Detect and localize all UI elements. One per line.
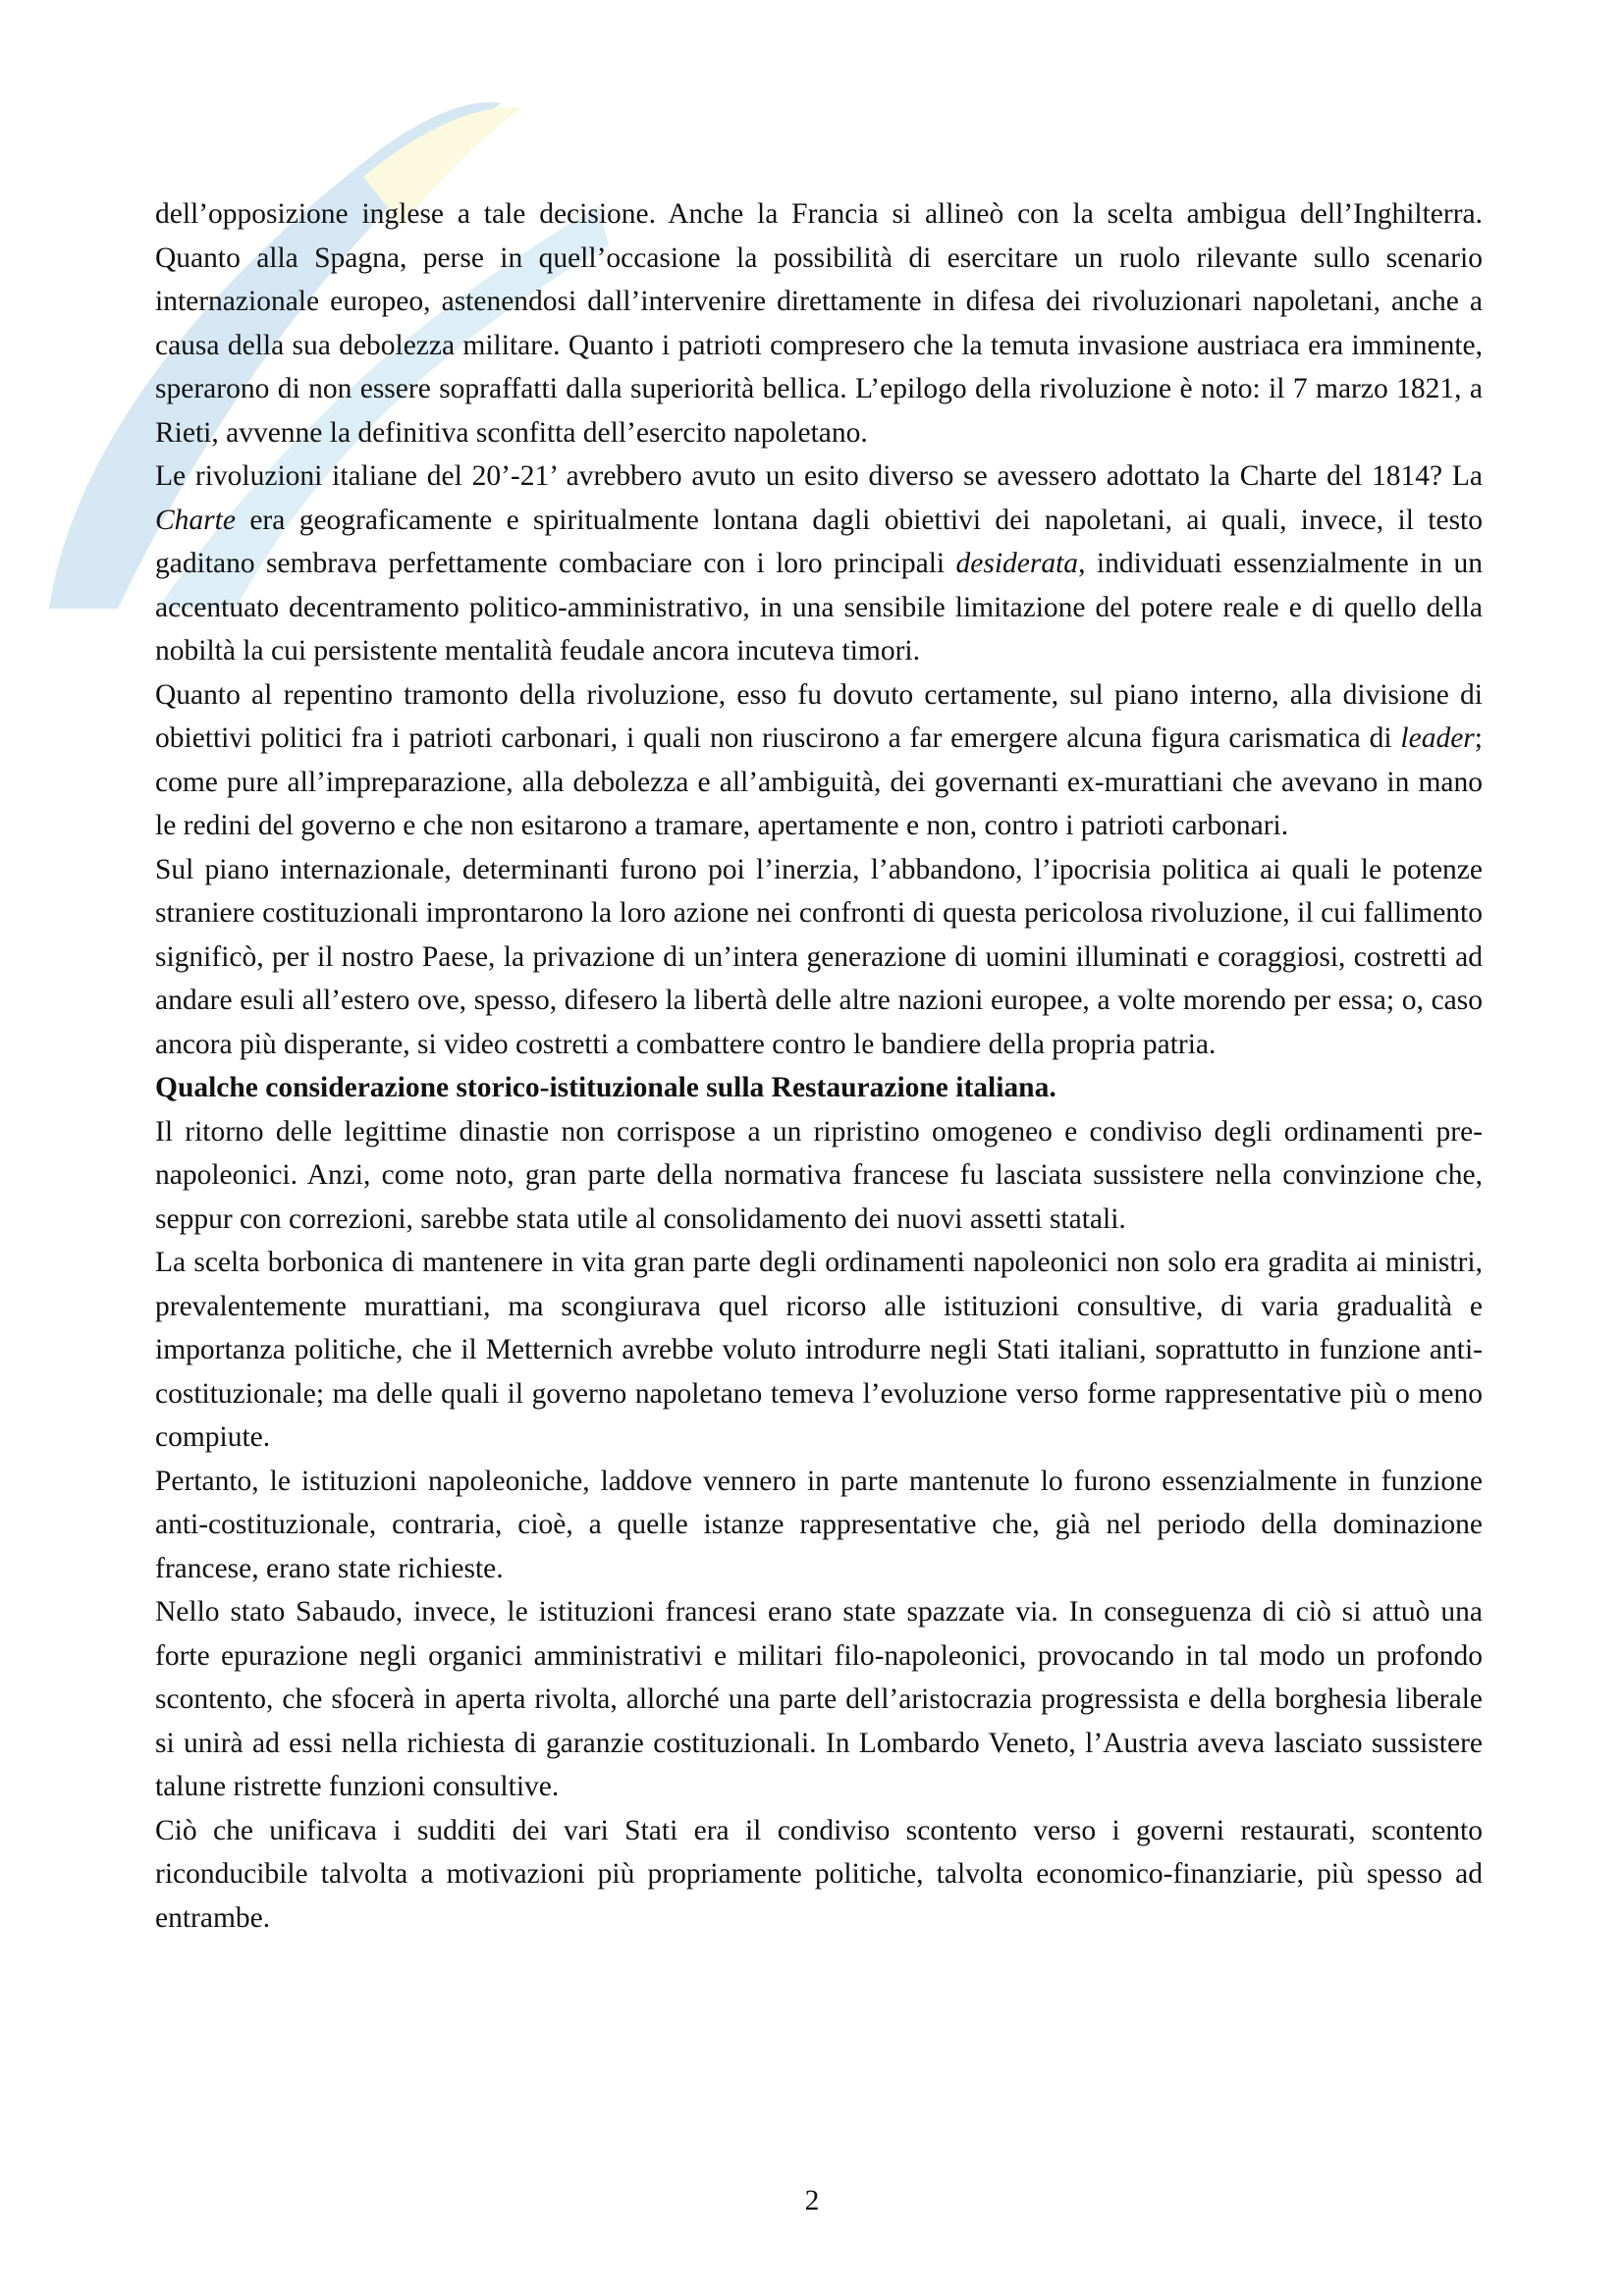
text-run: Il ritorno delle legittime dinastie non corrispose a un ripristino omogeneo e condiviso degli ordinamenti pre-napoleonici. Anzi, come noto, gran parte della normativa francese fu lasciata sussistere nella convinzione che, seppur con correzioni, sarebbe stata utile al consolidamento dei nuovi assetti statali. (155, 1115, 1483, 1235)
text-run: Le rivoluzioni italiane del 20’-21’ avrebbero avuto un esito diverso se avessero adottato la Charte del 1814? La (155, 460, 1483, 492)
text-run: Pertanto, le istituzioni napoleoniche, laddove vennero in parte mantenute lo furono essenzialmente in funzione anti-costituzionale, contraria, cioè, a quelle istanze rappresentative che, già nel periodo della dominazione francese, erano state richieste. (155, 1465, 1483, 1584)
text-run: Quanto al repentino tramonto della rivoluzione, esso fu dovuto certamente, sul piano interno, alla divisione di obiettivi politici fra i patrioti carbonari, i quali non riuscirono a far emergere alcuna figura carismatica di (155, 678, 1483, 754)
italic-text: Charte (155, 504, 236, 536)
italic-text: leader (1400, 722, 1475, 754)
italic-text: desiderata (955, 548, 1079, 579)
section-heading (155, 1066, 1483, 1110)
text-run: Nello stato Sabaudo, invece, le istituzioni francesi erano state spazzate via. In conseguenza di ciò si attuò una forte epurazione negli organici amministrativi e militari filo-napoleonici, provocando in tal modo un profondo scontento, che sfocerà in aperta rivolta, allorché una parte dell’aristocrazia progressista e della borghesia liberale si unirà ad essi nella richiesta di garanzie costituzionali. In Lombardo Veneto, l’Austria aveva lasciato sussistere talune ristrette funzioni consultive. (155, 1596, 1483, 1802)
text-run: era geograficamente e spiritualmente lontana dagli obiettivi dei napoletani, ai quali, invece, il testo gaditano sembrava perfettamente combaciare con i loro principali (155, 504, 1483, 579)
text-run: Ciò che unificava i sudditi dei vari Stati era il condiviso scontento verso i governi restaurati, scontento riconducibile talvolta a motivazioni più propriamente politiche, talvolta economico-finanziarie, più spesso ad entrambe. (155, 1814, 1483, 1934)
text-run: La scelta borbonica di mantenere in vita gran parte degli ordinamenti napoleonici non solo era gradita ai ministri, prevalentemente murattiani, ma scongiurava quel ricorso alle istituzioni consultive, di varia gradualità e importanza politiche, che il Metternich avrebbe voluto introdurre negli Stati italiani, soprattutto in funzione anti-costituzionale; ma delle quali il governo napoletano temeva l’evoluzione verso forme rappresentative più o meno compiute. (155, 1247, 1483, 1453)
page-number: 2 (804, 2185, 820, 2216)
paragraph (155, 1241, 1483, 1460)
paragraph (155, 848, 1483, 1067)
paragraph (155, 673, 1483, 848)
text-run: Sul piano internazionale, determinanti furono poi l’inerzia, l’abbandono, l’ipocrisia politica ai quali le potenze straniere costituzionali improntarono la loro azione nei confronti di questa pericolosa rivoluzione, il cui fallimento significò, per il nostro Paese, la privazione di un’intera generazione di uomini illuminati e coraggiosi, costretti ad andare esuli all’estero ove, spesso, difesero la libertà delle altre nazioni europee, a volte morendo per essa; o, caso ancora più disperante, si video costretti a combattere contro le bandiere della propria patria. (155, 853, 1483, 1060)
page-content (155, 192, 1483, 1940)
text-run: ; come pure all’impreparazione, alla debolezza e all’ambiguità, dei governanti ex-murattiani che avevano in mano le redini del governo e che non esitarono a tramare, apertamente e non, contro i patrioti carbonari. (155, 722, 1483, 841)
text-run: , individuati essenzialmente in un accentuato decentramento politico-amministrativo, in una sensibile limitazione del potere reale e di quello della nobiltà la cui persistente mentalità feudale ancora incuteva timori. (155, 548, 1483, 667)
text-run: dell’opposizione inglese a tale decisione. Anche la Francia si allineò con la scelta ambigua dell’Inghilterra. Quanto alla Spagna, perse in quell’occasione la possibilità di esercitare un ruolo rilevante sullo scenario internazionale europeo, astenendosi dall’intervenire direttamente in difesa dei rivoluzionari napoletani, anche a causa della sua debolezza militare. Quanto i patrioti compresero che la temuta invasione austriaca era imminente, sperarono di non essere sopraffatti dalla superiorità bellica. L’epilogo della rivoluzione è noto: il 7 marzo 1821, a Rieti, avvenne la definitiva sconfitta dell’esercito napoletano. (155, 198, 1483, 449)
paragraph (155, 454, 1483, 673)
paragraph (155, 1460, 1483, 1591)
paragraph (155, 1590, 1483, 1809)
paragraph (155, 1110, 1483, 1242)
paragraph (155, 192, 1483, 454)
bold-text: Qualche considerazione storico-istituzionale sulla Restaurazione italiana. (155, 1072, 1056, 1103)
paragraph (155, 1809, 1483, 1941)
